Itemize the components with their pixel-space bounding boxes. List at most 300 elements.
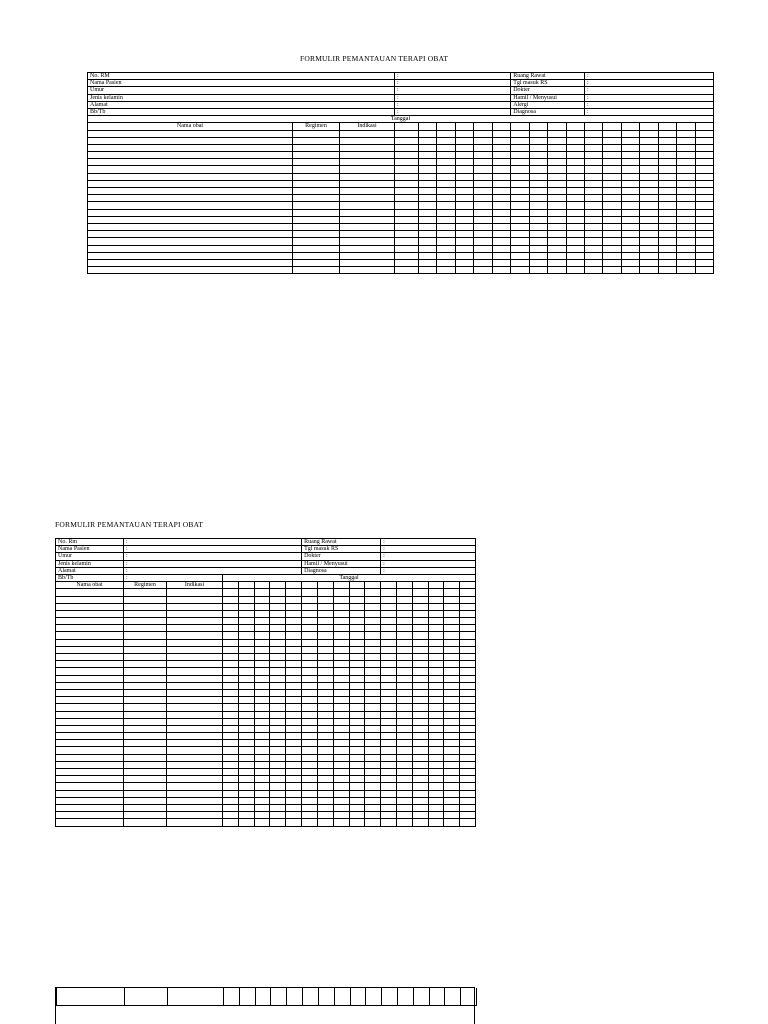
table-cell <box>349 812 365 819</box>
table-cell <box>254 603 270 610</box>
table-row <box>56 682 476 689</box>
table-cell <box>455 159 473 166</box>
table-cell <box>254 718 270 725</box>
table-cell <box>381 682 397 689</box>
table-cell <box>270 697 286 704</box>
table-cell <box>381 639 397 646</box>
table-cell <box>238 603 254 610</box>
table-cell <box>286 689 302 696</box>
table-cell <box>548 195 566 202</box>
table-cell <box>340 195 395 202</box>
table-cell <box>317 790 333 797</box>
table-cell <box>548 166 566 173</box>
table-cell <box>428 740 444 747</box>
table-cell <box>88 259 293 266</box>
table-cell <box>293 238 340 245</box>
table-cell <box>460 646 476 653</box>
table-cell <box>167 754 223 761</box>
table-cell <box>381 725 397 732</box>
table-cell <box>125 988 168 1006</box>
table-cell <box>340 130 395 137</box>
table-row <box>56 812 476 819</box>
table-cell <box>365 711 381 718</box>
table-cell <box>412 819 428 826</box>
table-cell <box>56 725 124 732</box>
table-cell <box>444 733 460 740</box>
table-cell <box>293 267 340 274</box>
table-cell <box>56 689 124 696</box>
table-cell <box>254 812 270 819</box>
table-cell <box>412 618 428 625</box>
table-cell <box>254 697 270 704</box>
table-cell <box>474 209 492 216</box>
table-cell <box>333 697 349 704</box>
table-cell <box>395 209 419 216</box>
table-cell <box>566 166 584 173</box>
table-cell <box>270 646 286 653</box>
table-cell <box>395 231 419 238</box>
table-cell <box>270 654 286 661</box>
table-cell <box>566 238 584 245</box>
table-cell <box>88 137 293 144</box>
table-cell <box>167 812 223 819</box>
table-cell <box>419 180 437 187</box>
table-cell <box>677 245 695 252</box>
table-cell <box>270 797 286 804</box>
table-cell <box>254 618 270 625</box>
table-cell <box>302 733 318 740</box>
table-cell <box>677 188 695 195</box>
table-cell <box>286 682 302 689</box>
table-cell <box>548 259 566 266</box>
table-cell <box>396 776 412 783</box>
table-cell <box>238 776 254 783</box>
table-cell <box>492 223 510 230</box>
table-cell <box>455 245 473 252</box>
table-cell <box>412 740 428 747</box>
table-cell <box>365 618 381 625</box>
table-cell <box>677 267 695 274</box>
patient-info-row <box>88 80 714 87</box>
table-cell <box>365 725 381 732</box>
table-cell <box>695 267 713 274</box>
table-cell <box>124 689 167 696</box>
table-cell <box>286 769 302 776</box>
table-row <box>88 159 714 166</box>
table-cell <box>381 625 397 632</box>
field-label: Umur <box>88 87 395 94</box>
table-cell <box>444 797 460 804</box>
table-cell <box>88 166 293 173</box>
table-cell <box>124 769 167 776</box>
table-cell <box>365 733 381 740</box>
table-cell <box>381 718 397 725</box>
table-cell <box>56 596 124 603</box>
table-cell <box>412 689 428 696</box>
table-row <box>56 639 476 646</box>
tanggal-header: Tanggal <box>223 574 476 581</box>
table-cell <box>293 223 340 230</box>
table-cell <box>460 632 476 639</box>
table-cell <box>56 654 124 661</box>
table-cell <box>603 209 621 216</box>
table-cell <box>317 596 333 603</box>
table-cell <box>444 725 460 732</box>
table-cell <box>695 188 713 195</box>
table-cell <box>658 159 676 166</box>
table-cell <box>254 682 270 689</box>
table-cell <box>254 589 270 596</box>
table-row <box>88 267 714 274</box>
table-cell <box>381 689 397 696</box>
table-cell <box>317 761 333 768</box>
table-cell <box>124 639 167 646</box>
table-cell <box>474 144 492 151</box>
date-cell <box>677 123 695 130</box>
table-cell <box>167 725 223 732</box>
table-cell <box>474 152 492 159</box>
table-cell <box>255 988 271 1006</box>
table-cell <box>412 632 428 639</box>
table-cell <box>88 188 293 195</box>
table-cell <box>396 783 412 790</box>
table-cell <box>396 682 412 689</box>
table-cell <box>412 704 428 711</box>
table-row <box>88 245 714 252</box>
table-cell <box>167 654 223 661</box>
table-cell <box>428 718 444 725</box>
table-cell <box>56 618 124 625</box>
table-cell <box>365 697 381 704</box>
table-cell <box>428 804 444 811</box>
table-cell <box>492 130 510 137</box>
table-cell <box>167 625 223 632</box>
table-cell <box>548 223 566 230</box>
table-cell <box>88 130 293 137</box>
form-fragment <box>55 987 475 1024</box>
table-cell <box>492 188 510 195</box>
table-cell <box>621 180 639 187</box>
table-cell <box>302 646 318 653</box>
table-cell <box>238 733 254 740</box>
table-cell <box>529 216 547 223</box>
table-cell <box>566 144 584 151</box>
table-cell <box>349 769 365 776</box>
field-colon: : <box>395 94 511 101</box>
date-cell <box>548 123 566 130</box>
table-cell <box>286 804 302 811</box>
field-label: Diagnosa <box>511 108 585 115</box>
table-cell <box>396 761 412 768</box>
table-cell <box>658 152 676 159</box>
table-cell <box>349 804 365 811</box>
table-cell <box>317 661 333 668</box>
table-row <box>88 188 714 195</box>
table-cell <box>167 682 223 689</box>
patient-info-row <box>88 94 714 101</box>
fragment-grid-row <box>56 988 477 1006</box>
table-row <box>88 166 714 173</box>
table-cell <box>396 819 412 826</box>
table-cell <box>460 740 476 747</box>
table-cell <box>303 988 319 1006</box>
table-cell <box>223 625 239 632</box>
table-cell <box>302 718 318 725</box>
table-cell <box>548 180 566 187</box>
table-cell <box>460 704 476 711</box>
table-cell <box>270 733 286 740</box>
field-colon: : <box>381 567 476 574</box>
table-cell <box>238 718 254 725</box>
table-cell <box>124 740 167 747</box>
table-cell <box>124 733 167 740</box>
table-cell <box>395 195 419 202</box>
table-cell <box>270 704 286 711</box>
table-cell <box>548 231 566 238</box>
table-cell <box>428 668 444 675</box>
table-cell <box>56 790 124 797</box>
table-cell <box>88 173 293 180</box>
table-cell <box>396 804 412 811</box>
table-cell <box>223 754 239 761</box>
table-cell <box>444 769 460 776</box>
table-cell <box>381 804 397 811</box>
table-cell <box>349 819 365 826</box>
table-cell <box>286 661 302 668</box>
table-cell <box>566 152 584 159</box>
table-cell <box>286 639 302 646</box>
table-cell <box>238 668 254 675</box>
table-cell <box>419 144 437 151</box>
table-cell <box>381 610 397 617</box>
table-cell <box>302 761 318 768</box>
field-colon: : <box>584 108 713 115</box>
table-cell <box>381 618 397 625</box>
table-cell <box>88 144 293 151</box>
table-cell <box>548 202 566 209</box>
table-cell <box>167 819 223 826</box>
table-row <box>56 776 476 783</box>
table-cell <box>412 661 428 668</box>
field-label: Ruang Rawat <box>302 539 381 546</box>
table-cell <box>333 632 349 639</box>
table-cell <box>333 654 349 661</box>
patient-info-row <box>88 108 714 115</box>
table-cell <box>317 697 333 704</box>
table-cell <box>396 725 412 732</box>
table-cell <box>167 697 223 704</box>
table-cell <box>365 689 381 696</box>
table-cell <box>317 776 333 783</box>
table-cell <box>419 202 437 209</box>
table-cell <box>223 790 239 797</box>
table-cell <box>444 819 460 826</box>
table-cell <box>223 589 239 596</box>
table-cell <box>548 173 566 180</box>
table-cell <box>603 188 621 195</box>
table-cell <box>381 783 397 790</box>
table-cell <box>56 639 124 646</box>
table-cell <box>492 144 510 151</box>
table-cell <box>238 790 254 797</box>
table-row <box>56 819 476 826</box>
table-cell <box>365 654 381 661</box>
table-cell <box>396 769 412 776</box>
table-cell <box>302 790 318 797</box>
table-cell <box>396 589 412 596</box>
table-cell <box>365 704 381 711</box>
date-cell <box>437 123 455 130</box>
table-cell <box>474 166 492 173</box>
table-cell <box>474 130 492 137</box>
table-cell <box>412 646 428 653</box>
table-cell <box>333 661 349 668</box>
table-cell <box>529 144 547 151</box>
table-cell <box>124 589 167 596</box>
table-cell <box>584 137 602 144</box>
table-cell <box>381 675 397 682</box>
table-cell <box>677 202 695 209</box>
table-cell <box>437 202 455 209</box>
table-cell <box>254 704 270 711</box>
table-cell <box>56 740 124 747</box>
table-cell <box>270 783 286 790</box>
date-cell <box>396 582 412 589</box>
table-cell <box>317 754 333 761</box>
table-cell <box>223 819 239 826</box>
table-cell <box>621 223 639 230</box>
table-cell <box>412 589 428 596</box>
table-cell <box>511 159 529 166</box>
table-cell <box>455 259 473 266</box>
table-cell <box>302 618 318 625</box>
table-cell <box>548 144 566 151</box>
table-cell <box>460 747 476 754</box>
table-cell <box>302 783 318 790</box>
table-cell <box>584 159 602 166</box>
table-cell <box>412 783 428 790</box>
table-cell <box>56 704 124 711</box>
table-cell <box>167 668 223 675</box>
table-cell <box>224 988 240 1006</box>
table-cell <box>603 245 621 252</box>
table-cell <box>640 267 658 274</box>
table-cell <box>695 159 713 166</box>
table-cell <box>396 654 412 661</box>
table-row <box>88 223 714 230</box>
table-cell <box>365 718 381 725</box>
table-cell <box>167 589 223 596</box>
table-cell <box>333 804 349 811</box>
table-cell <box>223 610 239 617</box>
table-cell <box>658 180 676 187</box>
table-cell <box>460 804 476 811</box>
table-cell <box>302 725 318 732</box>
table-cell <box>271 988 287 1006</box>
table-cell <box>317 769 333 776</box>
table-cell <box>621 267 639 274</box>
field-label: Hamil / Menyusui <box>511 94 585 101</box>
table-cell <box>412 596 428 603</box>
table-cell <box>444 603 460 610</box>
table-cell <box>270 610 286 617</box>
table-cell <box>381 740 397 747</box>
table-row <box>88 209 714 216</box>
patient-info-row <box>88 73 714 80</box>
table-cell <box>333 747 349 754</box>
table-cell <box>460 733 476 740</box>
table-cell <box>584 259 602 266</box>
table-cell <box>381 697 397 704</box>
table-cell <box>56 661 124 668</box>
table-cell <box>677 259 695 266</box>
table-cell <box>381 747 397 754</box>
table-cell <box>317 747 333 754</box>
table-cell <box>340 159 395 166</box>
table-cell <box>460 776 476 783</box>
table-cell <box>286 654 302 661</box>
table-cell <box>695 152 713 159</box>
table-cell <box>317 812 333 819</box>
table-cell <box>460 596 476 603</box>
table-cell <box>428 632 444 639</box>
date-cell <box>412 582 428 589</box>
table-cell <box>349 704 365 711</box>
table-cell <box>419 267 437 274</box>
table-cell <box>460 639 476 646</box>
table-cell <box>223 797 239 804</box>
table-cell <box>365 589 381 596</box>
table-cell <box>124 718 167 725</box>
table-cell <box>56 761 124 768</box>
table-cell <box>566 202 584 209</box>
date-cell <box>238 582 254 589</box>
table-cell <box>88 152 293 159</box>
table-cell <box>584 238 602 245</box>
table-cell <box>238 596 254 603</box>
table-cell <box>412 711 428 718</box>
table-cell <box>529 195 547 202</box>
table-cell <box>395 130 419 137</box>
table-cell <box>124 603 167 610</box>
table-cell <box>340 152 395 159</box>
table-cell <box>419 238 437 245</box>
table-cell <box>302 589 318 596</box>
table-cell <box>396 747 412 754</box>
table-cell <box>566 159 584 166</box>
table-cell <box>381 776 397 783</box>
table-cell <box>333 776 349 783</box>
table-cell <box>349 711 365 718</box>
table-cell <box>293 188 340 195</box>
table-cell <box>460 754 476 761</box>
table-cell <box>381 661 397 668</box>
table-cell <box>444 646 460 653</box>
table-cell <box>167 632 223 639</box>
table-cell <box>677 152 695 159</box>
table-cell <box>396 675 412 682</box>
field-colon: : <box>381 539 476 546</box>
table-cell <box>56 797 124 804</box>
date-cell <box>254 582 270 589</box>
table-cell <box>238 747 254 754</box>
table-cell <box>223 812 239 819</box>
table-cell <box>474 173 492 180</box>
table-cell <box>437 159 455 166</box>
table-cell <box>270 711 286 718</box>
table-cell <box>238 804 254 811</box>
table-cell <box>428 603 444 610</box>
